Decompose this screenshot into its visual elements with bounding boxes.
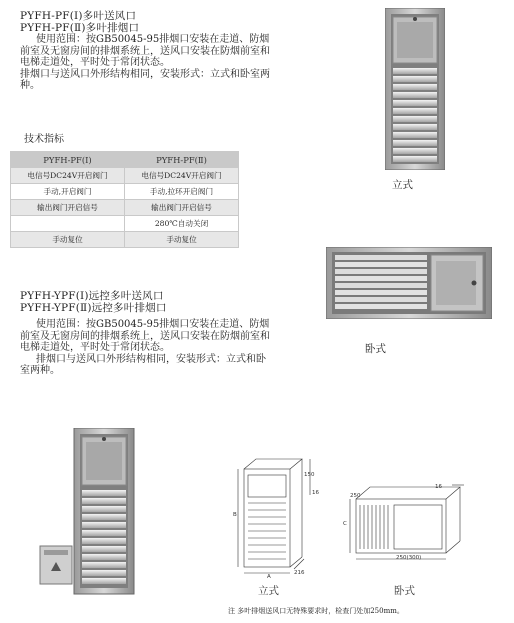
horizontal-vent-photo: [326, 247, 492, 319]
title-line-2: PYFH-YPF(Ⅱ)远控多叶排烟口: [20, 302, 167, 314]
spec-cell: 输出阀门开启信号: [11, 200, 125, 216]
dim-a: A: [267, 574, 271, 580]
spec-cell: 电信号DC24V开启阀门: [125, 168, 239, 184]
drawing-caption-horizontal: 卧式: [394, 585, 415, 597]
remote-vent-photo: [38, 428, 148, 598]
body-paragraph-2: 排烟口与送风口外形结构相同，安装形式：立式和卧室两种。: [20, 68, 270, 91]
dim-150: 150: [304, 472, 315, 478]
dim-16-horizontal: 16: [435, 484, 442, 490]
spec-table: [10, 151, 239, 248]
body-paragraph-1: 使用范围：按GB50045-95排烟口安装在走道、防烟前室及无窗房间的排烟系统上，送风口安装在防烟前室和电梯走道处，平时处于常闭状态。: [20, 34, 270, 68]
dim-b: B: [233, 512, 237, 518]
spec-col-2: PYFH-PF(Ⅱ): [125, 152, 239, 168]
caption-vertical: 立式: [392, 179, 413, 191]
spec-cell: 手动复位: [11, 232, 125, 248]
spec-cell: [11, 216, 125, 232]
body-paragraph-2: 排烟口与送风口外形结构相同，安装形式：立式和卧室两种。: [20, 353, 266, 376]
spec-cell: 280℃自动关闭: [125, 216, 239, 232]
section2-body: [20, 319, 274, 377]
title-line-1: PYFH-YPF(Ⅰ)远控多叶送风口: [20, 290, 164, 302]
caption-horizontal: 卧式: [365, 343, 386, 355]
dim-216: 216: [294, 570, 305, 576]
body-paragraph-1: 使用范围：按GB50045-95排烟口安装在走道、防烟前室及无窗房间的排烟系统上，送风口安装在防烟前室和电梯走道处，平时处于常闭状态。: [20, 319, 270, 353]
spec-col-1: PYFH-PF(Ⅰ): [11, 152, 125, 168]
title-line-2: PYFH-PF(Ⅱ)多叶排烟口: [20, 22, 140, 34]
drawing-caption-vertical: 立式: [258, 585, 279, 597]
footnote: 注 多叶排烟送风口无特殊要求时，检查门处加250mm。: [228, 607, 404, 615]
section1-body: [20, 34, 278, 92]
spec-cell: 手动,开启阀门: [11, 184, 125, 200]
spec-cell: 手动,拉环开启阀门: [125, 184, 239, 200]
spec-table-wrap: [10, 151, 239, 248]
spec-cell: 手动复位: [125, 232, 239, 248]
dim-16: 16: [312, 490, 319, 496]
dim-c: C: [343, 521, 347, 527]
title-line-1: PYFH-PF(Ⅰ)多叶送风口: [20, 10, 137, 22]
section1-title: [20, 10, 139, 34]
vertical-vent-photo: [385, 8, 445, 170]
spec-cell: 电信号DC24V开启阀门: [11, 168, 125, 184]
drawing-labels: [230, 455, 480, 605]
spec-heading: 技术指标: [24, 134, 64, 145]
spec-cell: 输出阀门开启信号: [125, 200, 239, 216]
dim-250: 250: [350, 493, 361, 499]
section2-title: [20, 290, 167, 314]
dim-label: 250(300): [396, 555, 422, 561]
